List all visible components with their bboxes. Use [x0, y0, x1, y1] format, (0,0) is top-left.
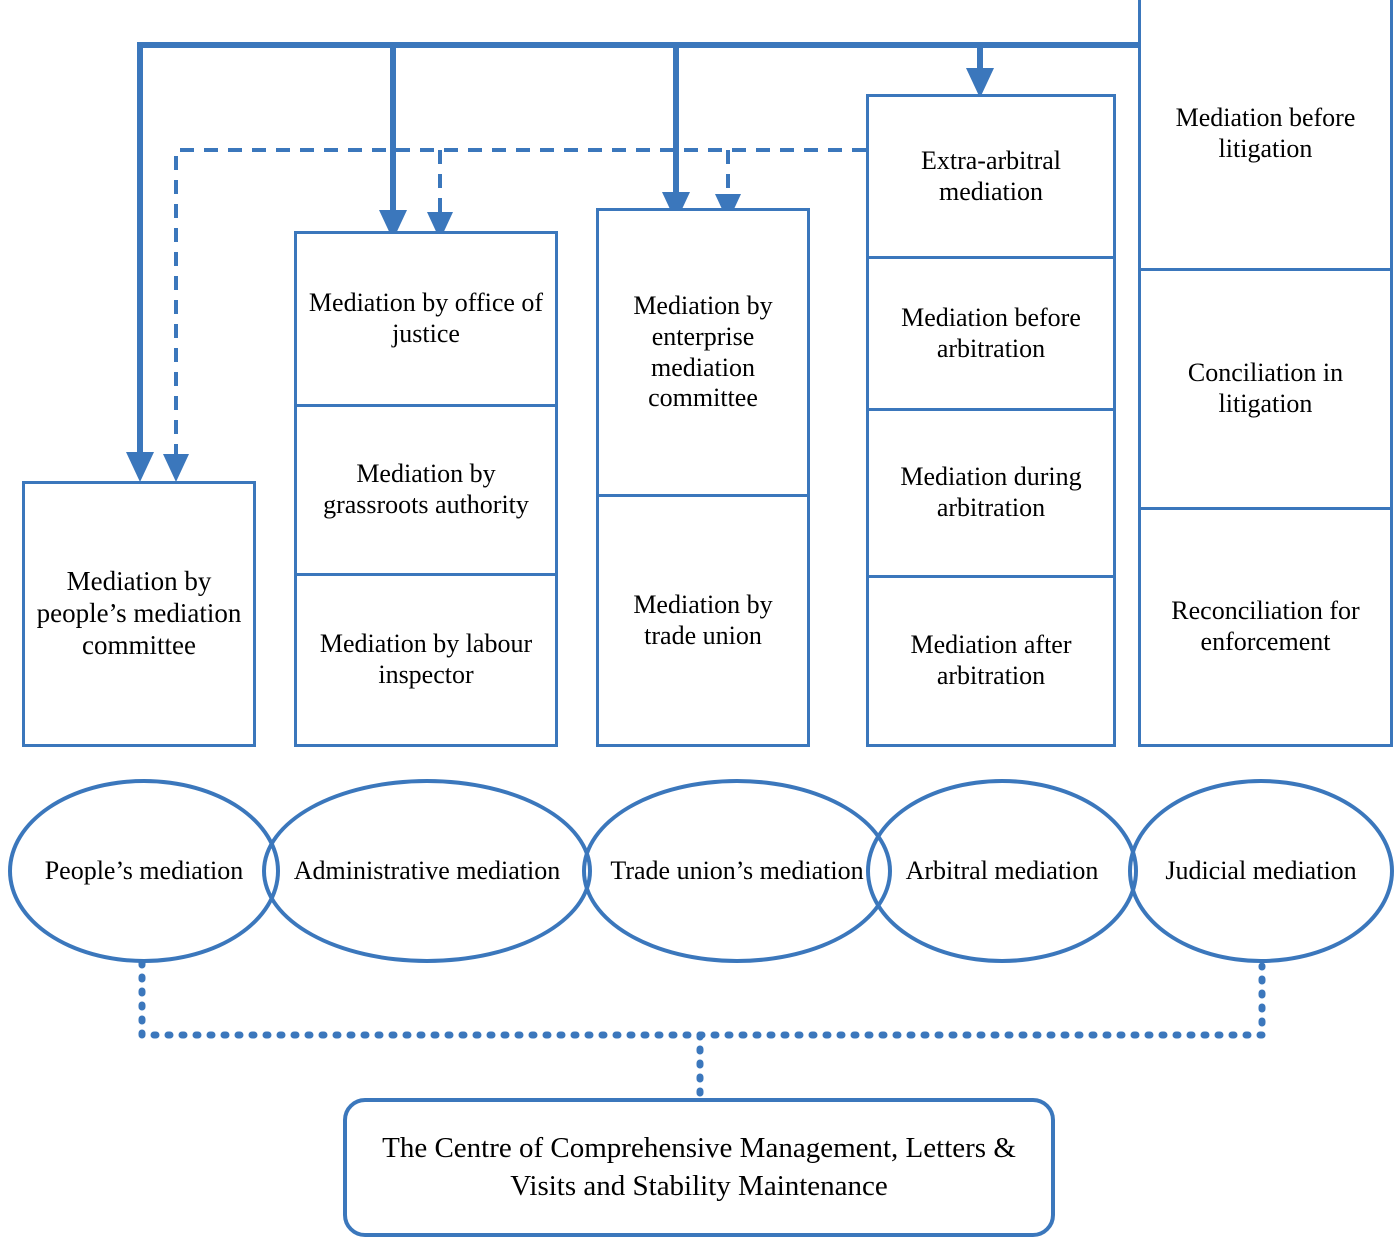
box-label: Mediation by trade union	[633, 589, 773, 650]
box-label: Mediation by grassroots authority	[323, 459, 529, 519]
category-judicial-mediation	[1128, 779, 1394, 963]
box-label: Mediation by enterprise mediation committee	[633, 291, 773, 413]
category-trade-unions-mediation	[582, 779, 892, 963]
box-office-of-justice	[294, 231, 558, 407]
box-label: The Centre of Comprehensive Management, Letters & Visits and Stability Maintenance	[382, 1131, 1016, 1202]
box-enterprise-mediation-committee	[596, 208, 810, 497]
box-mediation-before-litigation	[1138, 0, 1393, 271]
box-extra-arbitral-mediation	[866, 94, 1116, 259]
box-reconciliation-for-enforcement	[1138, 507, 1393, 747]
box-label: Conciliation in litigation	[1187, 358, 1344, 418]
box-labour-inspector	[294, 573, 558, 747]
box-mediation-during-arbitration	[866, 408, 1116, 578]
category-label: Judicial mediation	[1165, 856, 1357, 886]
category-label: Arbitral mediation	[905, 856, 1099, 886]
box-grassroots-authority	[294, 404, 558, 576]
box-label: Mediation before arbitration	[901, 302, 1081, 363]
box-label: Mediation by people’s mediation committee	[36, 566, 242, 660]
box-mediation-after-arbitration	[866, 575, 1116, 747]
box-label: Reconciliation for enforcement	[1171, 596, 1360, 656]
box-peoples-mediation-committee	[22, 481, 256, 747]
category-arbitral-mediation	[866, 779, 1138, 963]
box-conciliation-in-litigation	[1138, 268, 1393, 510]
box-label: Mediation by office of justice	[308, 288, 544, 348]
category-label: Trade union’s mediation	[610, 856, 864, 886]
box-trade-union	[596, 494, 810, 747]
category-label: Administrative mediation	[293, 856, 561, 886]
category-administrative-mediation	[262, 779, 592, 963]
box-mediation-before-arbitration	[866, 256, 1116, 411]
box-label: Mediation by labour inspector	[319, 629, 533, 689]
box-label: Mediation before litigation	[1175, 102, 1356, 163]
box-label: Mediation after arbitration	[910, 630, 1072, 690]
category-label: People’s mediation	[44, 856, 244, 886]
box-label: Extra-arbitral mediation	[920, 145, 1062, 206]
category-peoples-mediation	[8, 779, 280, 963]
box-centre-comprehensive-management	[343, 1098, 1055, 1237]
box-label: Mediation during arbitration	[900, 462, 1082, 522]
